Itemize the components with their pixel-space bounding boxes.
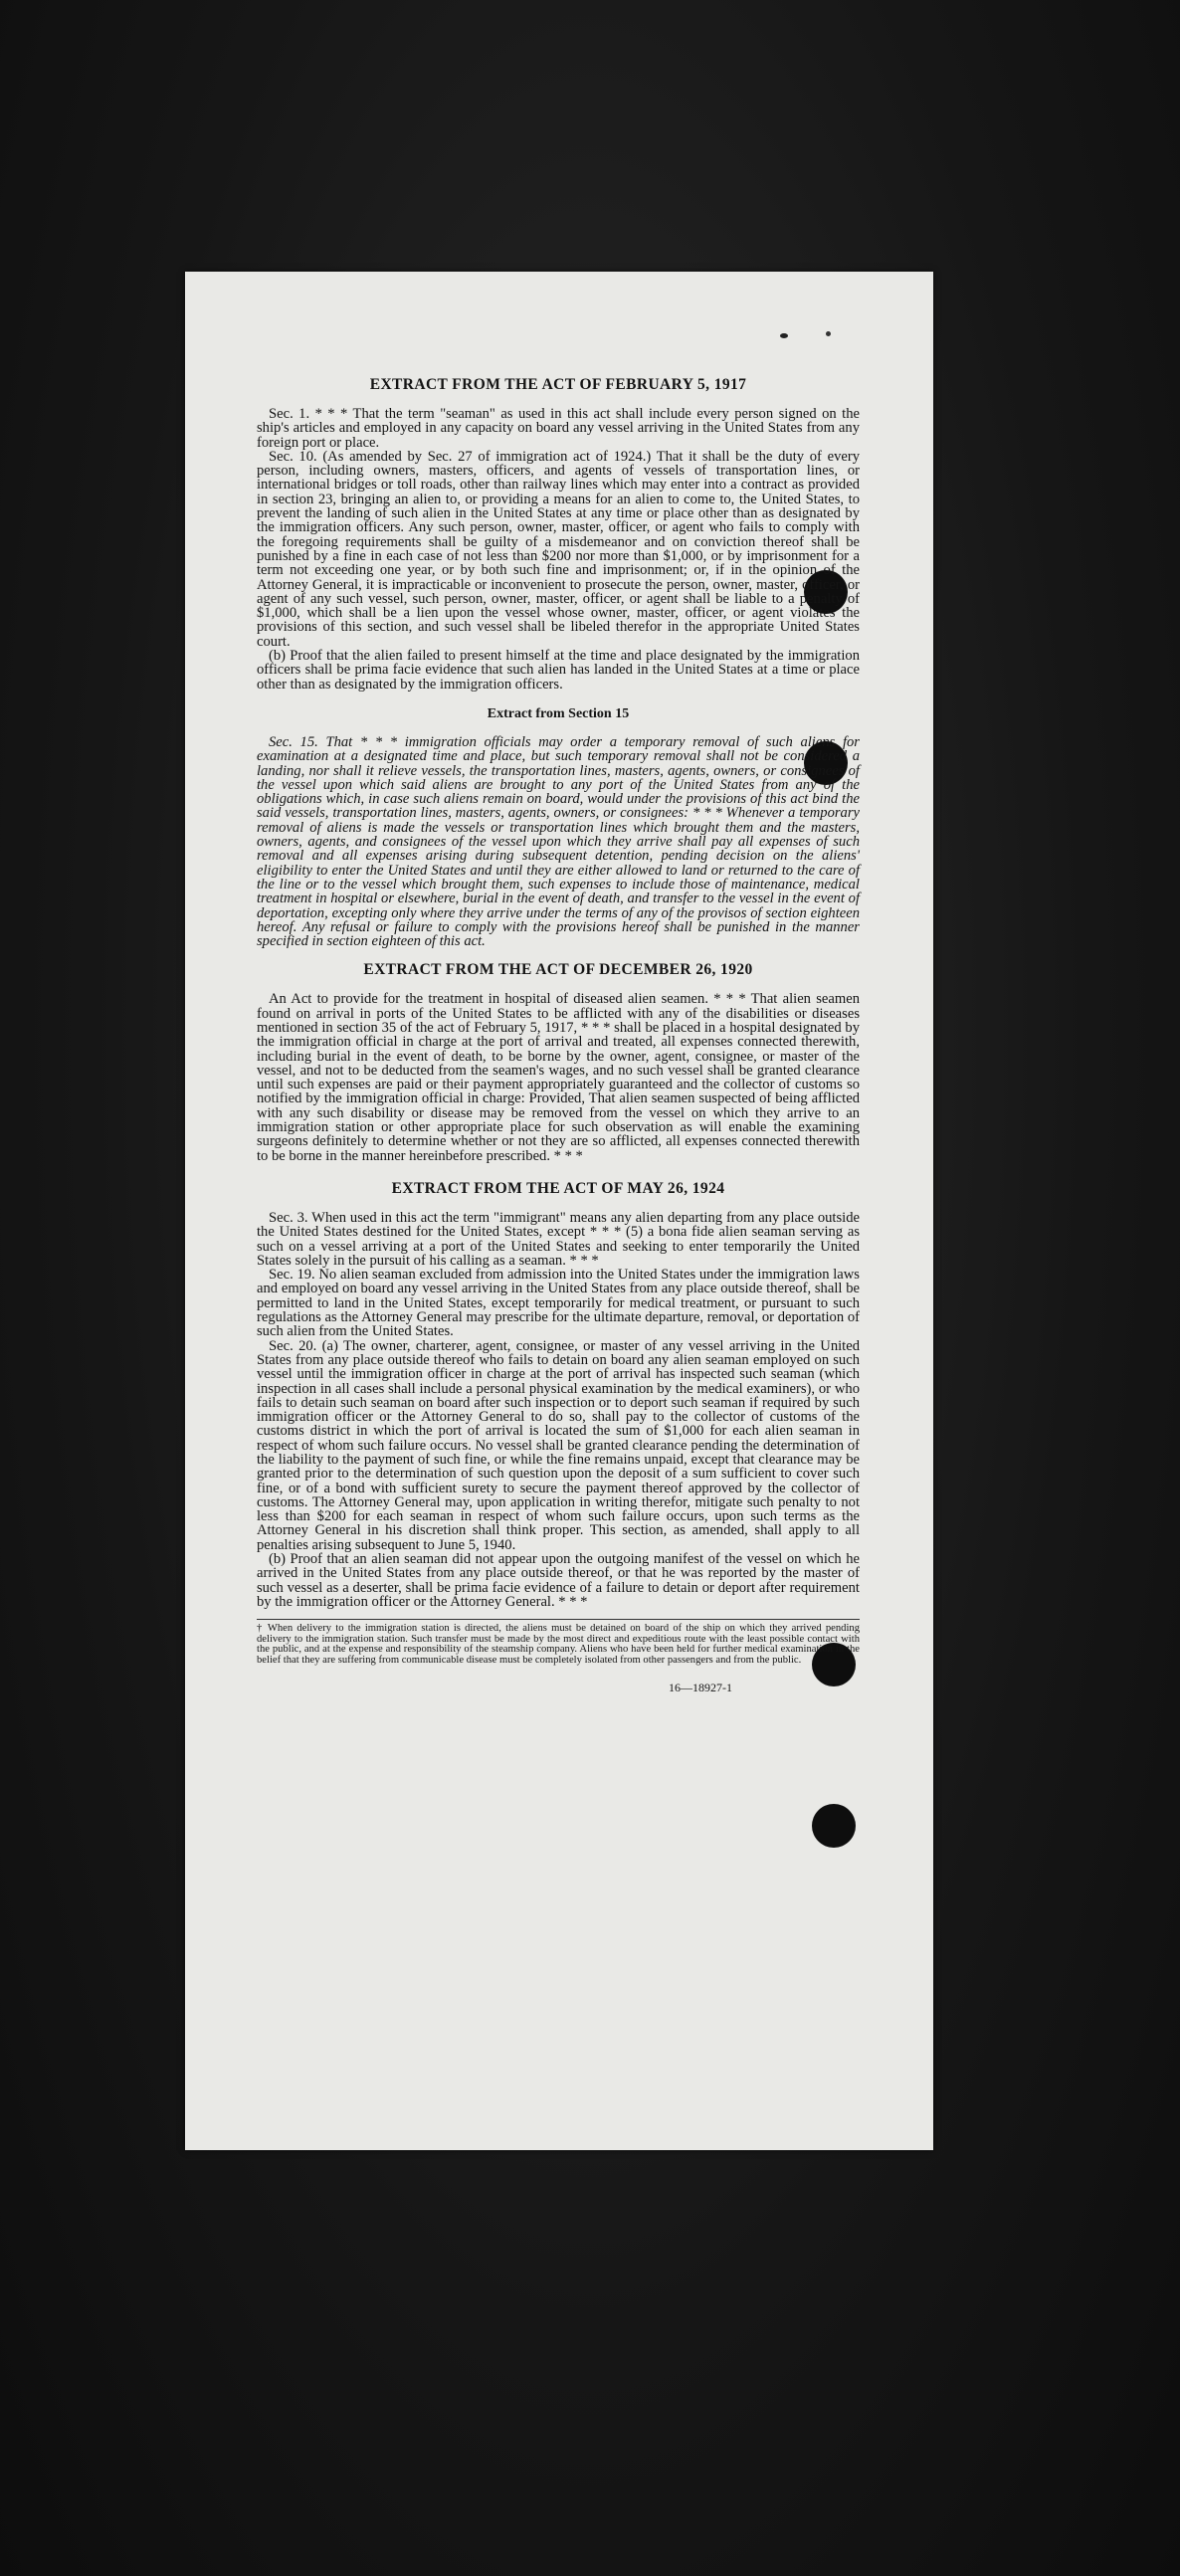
paragraph-section-15: Sec. 15. That * * * immigration officials may order a temporary removal of such aliens for examination at a designated time and place, but such temporary removal shall not be considered a landing, nor shall it relieve vessels, the transportation lines, masters, agents, owners, or consignees of the vessel upon which said aliens are brought to any port of the United States from any of the obligations which, in case such aliens remain on board, would under the provisions of this act bind the said vessels, transportation lines, masters, agents, owners, or consignees: * * * Whenever a temporary removal of aliens is made the vessels or transportation lines which brought them and the masters, owners, agents, and consignees of the vessel upon which they arrive shall pay all expenses of such removal and all expenses arising during subsequent detention, pending decision on the aliens' eligibility to enter the United States and until they are either allowed to land or returned to the care of the line or to the vessel which brought them, such expenses to include those of maintenance, medical treatment in hospital or elsewhere, burial in the event of death, and transfer to the vessel in the event of deportation, excepting only where they arrive under the terms of any of the provisos of section eighteen hereof. Any refusal or failure to comply with the provisions hereof shall be punished in the manner specified in section eighteen of this act. — [257, 733, 860, 950]
heading-act-1917: EXTRACT FROM THE ACT OF FEBRUARY 5, 1917 — [369, 376, 747, 393]
paragraph-1924-b: (b) Proof that an alien seaman did not appear upon the outgoing manifest of the vessel on which he arrived in the United States from any place outside thereof, or that he was reported by the master of such vessel as a deserter, shall be prima facie evidence of a failure to detain or deport after requirement by the immigration officer or the Attorney General. * * * — [257, 1551, 860, 1610]
paragraph-1917-sec1: Sec. 1. * * * That the term "seaman" as used in this act shall include every person signed on the ship's articles and employed in any capacity on board any vessel arriving in the United States from any foreign port or place. — [257, 406, 860, 451]
film-speck — [826, 331, 831, 336]
paragraph-1924-sec19: Sec. 19. No alien seaman excluded from admission into the United States under the immigration laws and employed on board any vessel arriving in the United States from any place outside thereof, shall be permitted to land in the United States, except temporarily for medical treatment, or pursuant to such regulations as the Attorney General may prescribe for the ultimate departure, removal, or deportation of such alien from the United States. — [257, 1267, 860, 1340]
footnote: † When delivery to the immigration station is directed, the aliens must be detained on board of the ship on which they arrived pending delivery to the immigration station. Such transfer must be made by the most direct and expeditious route with the least possible contact with the public, and at the expense and responsibility of the steamship company. Aliens who have been held for further medical examination in the belief that they are suffering from communicable disease must be completely isolated from other passengers and from the public. — [257, 1619, 860, 1666]
heading-section-15: Extract from Section 15 — [487, 705, 630, 721]
heading-act-1924: EXTRACT FROM THE ACT OF MAY 26, 1924 — [391, 1179, 725, 1197]
document-page — [185, 272, 933, 2150]
paragraph-1917-sec10: Sec. 10. (As amended by Sec. 27 of immigration act of 1924.) That it shall be the duty of every person, including owners, masters, officers, and agents of vessels of transportation lines, or international bridges or toll roads, other than railway lines which may enter into a contract as provided in section 23, bringing an alien to, or providing a means for an alien to come to, the United States, to prevent the landing of such alien in the United States at any time or place other than as designated by the immigration officers. Any such person, owner, master, officer, or agent who fails to comply with the foregoing requirements shall be guilty of a misdemeanor and on conviction thereof shall be punished by a fine in each case of not less than $200 nor more than $1,000, or by imprisonment for a term not exceeding one year, or by both such fine and imprisonment; or, if in the opinion of the Attorney General, it is impracticable or inconvenient to prosecute the person, owner, master, officer, or agent of any such vessel, such person, owner, master, officer, or agent shall be liable to a penalty of $1,000, which shall be a lien upon the vessel whose owner, master, officer, or agent violates the provisions of this section, and such vessel shall be libeled therefor in the appropriate United States court. — [257, 448, 860, 650]
paragraph-1924-sec20: Sec. 20. (a) The owner, charterer, agent, consignee, or master of any vessel arriving in the United States from any place outside thereof who fails to detain on board any alien seaman employed on such vessel until the immigration officer in charge at the port of arrival has inspected such seaman (which inspection in all cases shall include a personal physical examination by the medical examiners), or who fails to detain such seaman on board after such inspection or to deport such seaman if required by such immigration officer or the Attorney General to do so, shall pay to the collector of customs of the customs district in which the port of arrival is located the sum of $1,000 for each alien seaman in respect of whom such failure occurs. No vessel shall be granted clearance pending the determination of the liability to the payment of such fine, or while the fine remains unpaid, except that clearance may be granted prior to the determination of such question upon the deposit of a sum sufficient to cover such fine, or of a bond with sufficient surety to secure the payment thereof approved by the collector of customs. The Attorney General may, upon application in writing therefor, mitigate such penalty to not less than $200 for each seaman in respect of whom such failure occurs, upon such terms as the Attorney General in his discretion shall think proper. This section, as amended, shall apply to all penalties arising subsequent to June 5, 1940. — [257, 1337, 860, 1553]
paragraph-1920: An Act to provide for the treatment in hospital of diseased alien seamen. * * * That alien seamen found on arrival in ports of the United States to be afflicted with any of the disabilities or diseases mentioned in section 35 of the act of February 5, 1917, * * * shall be placed in a hospital designated by the immigration official in charge at the port of arrival and treated, all expenses connected therewith, including burial in the event of death, to be borne by the owner, agent, consignee, or master of the vessel, and not to be deducted from the seamen's wages, and no such vessel shall be granted clearance until such expenses are paid or their payment appropriately guaranteed and the collector of customs so notified by the immigration official in charge: Provided, That alien seamen suspected of being afflicted with any such disability or disease may be removed from the vessel on which they arrive to an immigration station or other appropriate place for such observation as will enable the examining surgeons definitely to determine whether or not they are so afflicted, all expenses connected therewith to be borne in the manner hereinbefore prescribed. * * * — [257, 991, 860, 1164]
document-body — [257, 375, 860, 1695]
heading-act-1920: EXTRACT FROM THE ACT OF DECEMBER 26, 1920 — [363, 961, 753, 979]
punch-hole — [812, 1804, 856, 1848]
paragraph-1924-sec3: Sec. 3. When used in this act the term "immigrant" means any alien departing from any place outside the United States destined for the United States, except * * * (5) a bona fide alien seaman serving as such on a vessel arriving at a port of the United States and seeking to enter temporarily the United States solely in the pursuit of his calling as a seaman. * * * — [257, 1209, 860, 1269]
form-code: 16—18927-1 — [669, 1680, 732, 1694]
film-speck — [780, 333, 788, 338]
paragraph-1917-b: (b) Proof that the alien failed to present himself at the time and place designated by the immigration officers shall be prima facie evidence that such alien has landed in the United States at a time or place other than as designated by the immigration officers. — [257, 648, 860, 693]
